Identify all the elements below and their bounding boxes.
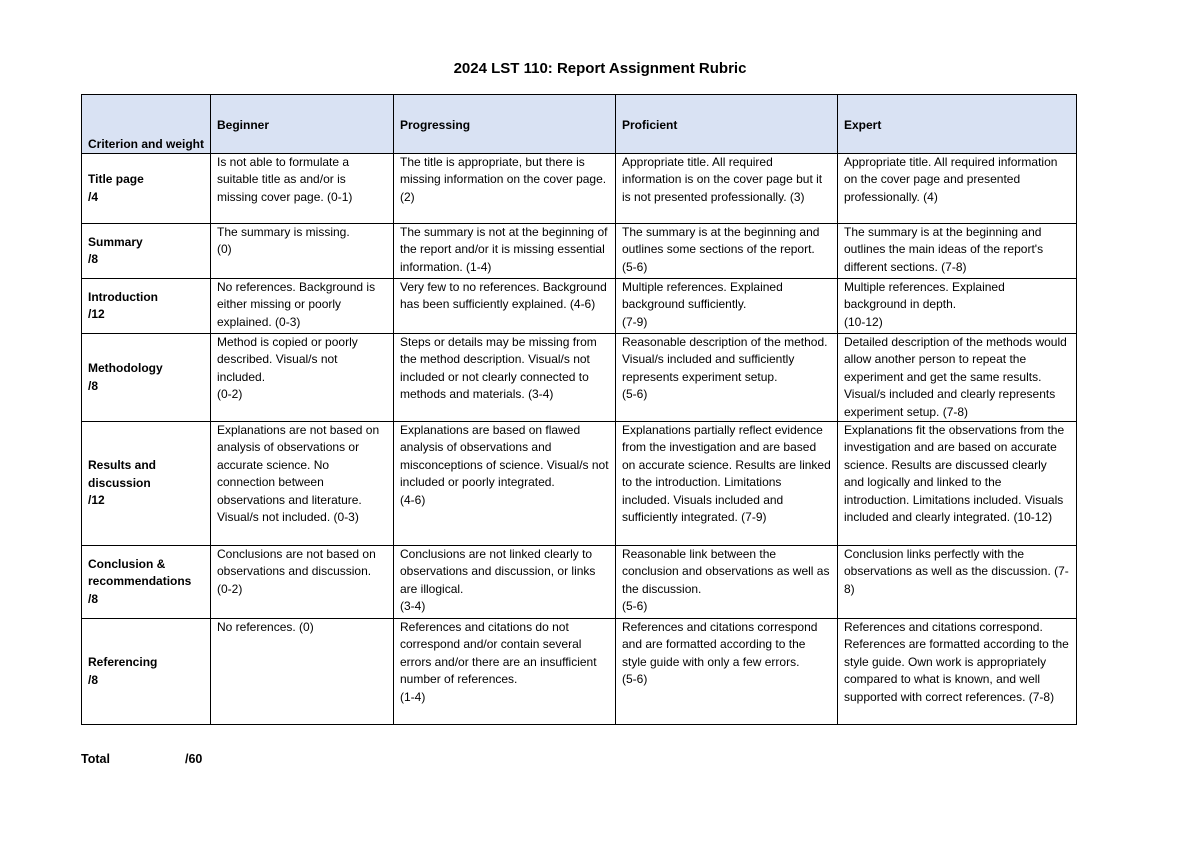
cell-text: Multiple references. Explained background sufficiently. (7-9): [622, 280, 783, 329]
proficient-cell: [616, 619, 838, 725]
header-row: [82, 95, 1077, 154]
cell-text: Conclusions are not linked clearly to observations and discussion, or links are illogical. (3-4): [400, 547, 596, 614]
criterion-name: Referencing: [88, 655, 158, 670]
criterion-weight: /12: [88, 307, 105, 321]
criterion-cell: [82, 546, 211, 619]
expert-cell: [838, 546, 1077, 619]
cell-text: References and citations correspond. References are formatted according to the style guide. Own work is appropriately compared to what is known, and well supported with correct references. (7-8): [844, 620, 1069, 704]
proficient-cell: [616, 224, 838, 279]
table-row: [82, 546, 1077, 619]
criterion-cell: [82, 154, 211, 224]
progressing-cell: [394, 619, 616, 725]
criterion-cell: [82, 334, 211, 422]
cell-text: Very few to no references. Background has been sufficiently explained. (4-6): [400, 280, 607, 312]
criterion-name: Summary: [88, 234, 143, 249]
cell-text: Explanations partially reflect evidence from the investigation and are based on accurate science. Results are linked to the introduction. Limitations included. Visuals included and sufficiently integrated. (7-9): [622, 423, 831, 525]
cell-text: Reasonable description of the method. Visual/s included and sufficiently represents experiment setup. (5-6): [622, 335, 828, 402]
criterion-cell: [82, 619, 211, 725]
cell-text: Detailed description of the methods would allow another person to repeat the experiment and get the same results. Visual/s included and clearly represents experiment setup. (7-8): [844, 335, 1067, 419]
beginner-cell: [211, 334, 394, 422]
criterion-weight: /8: [88, 378, 99, 393]
cell-text: No references. Background is either missing or poorly explained. (0-3): [217, 280, 376, 329]
proficient-cell: [616, 154, 838, 224]
cell-text: Conclusion links perfectly with the observations as well as the discussion. (7-8): [844, 547, 1069, 596]
rubric-table: [81, 94, 1077, 725]
progressing-cell: [394, 224, 616, 279]
cell-text: Conclusions are not based on observations and discussion. (0-2): [217, 547, 376, 596]
table-row: [82, 422, 1077, 546]
beginner-cell: [211, 279, 394, 334]
expert-cell: [838, 224, 1077, 279]
cell-text: Reasonable link between the conclusion and observations as well as the discussion. (5-6): [622, 547, 830, 614]
criterion-name: Results and discussion: [88, 458, 157, 490]
criterion-cell: [82, 279, 211, 334]
expert-cell: [838, 422, 1077, 546]
header-cell-beginner: Beginner: [211, 95, 394, 154]
cell-text: Explanations fit the observations from the investigation and are based on accurate science. Results are discussed clearly and logically and linked to the introduction. Limitations included. Visuals included and clearly integrated. (10-12): [844, 423, 1065, 525]
cell-text: References and citations correspond and are formatted according to the style guide with only a few errors. (5-6): [622, 620, 818, 687]
total-value: /60: [185, 752, 203, 766]
cell-text: Steps or details may be missing from the method description. Visual/s not included or not clearly connected to methods and materials. (3-4): [400, 335, 597, 402]
cell-text: The summary is at the beginning and outlines some sections of the report. (5-6): [622, 225, 820, 274]
beginner-cell: [211, 422, 394, 546]
expert-cell: [838, 619, 1077, 725]
progressing-cell: [394, 279, 616, 334]
criterion-weight: /8: [88, 672, 99, 687]
criterion-cell: [82, 224, 211, 279]
cell-text: Appropriate title. All required information is on the cover page but it is not presented professionally. (3): [622, 155, 823, 204]
criterion-name: Title page: [88, 172, 144, 187]
proficient-cell: [616, 334, 838, 422]
cell-text: Method is copied or poorly described. Visual/s not included. (0-2): [217, 335, 358, 402]
cell-text: The summary is at the beginning and outlines the main ideas of the report's different sections. (7-8): [844, 225, 1044, 274]
header-cell-proficient: Proficient: [616, 95, 838, 154]
cell-text: The summary is not at the beginning of the report and/or it is missing essential information. (1-4): [400, 225, 608, 274]
cell-text: Explanations are based on flawed analysis of observations and misconceptions of science. Visual/s not included or poorly integrated. (4-6): [400, 423, 609, 507]
criterion-name: Introduction: [88, 289, 158, 304]
progressing-cell: [394, 546, 616, 619]
proficient-cell: [616, 422, 838, 546]
beginner-cell: [211, 224, 394, 279]
cell-text: No references. (0): [217, 620, 314, 635]
table-row: [82, 279, 1077, 334]
total-label: Total: [81, 752, 110, 766]
expert-cell: [838, 279, 1077, 334]
criterion-name: Methodology: [88, 361, 163, 376]
criterion-cell: [82, 422, 211, 546]
beginner-cell: [211, 154, 394, 224]
beginner-cell: [211, 546, 394, 619]
cell-text: Appropriate title. All required information on the cover page and presented professionally. (4): [844, 155, 1058, 204]
beginner-cell: [211, 619, 394, 725]
cell-text: Explanations are not based on analysis of observations or accurate science. No connection between observations and literature. Visual/s not included. (0-3): [217, 423, 380, 525]
criterion-weight: /4: [88, 189, 99, 204]
proficient-cell: [616, 546, 838, 619]
cell-text: Is not able to formulate a suitable title as and/or is missing cover page. (0-1): [217, 155, 353, 204]
table-row: [82, 154, 1077, 224]
cell-text: The summary is missing. (0): [217, 225, 350, 257]
table-row: [82, 334, 1077, 422]
progressing-cell: [394, 334, 616, 422]
cell-text: Multiple references. Explained background in depth. (10-12): [844, 280, 1005, 329]
progressing-cell: [394, 154, 616, 224]
header-cell-expert: Expert: [838, 95, 1077, 154]
criterion-weight: /8: [88, 252, 99, 266]
expert-cell: [838, 334, 1077, 422]
expert-cell: [838, 154, 1077, 224]
cell-text: The title is appropriate, but there is missing information on the cover page. (2): [400, 155, 607, 204]
proficient-cell: [616, 279, 838, 334]
page-title: 2024 LST 110: Report Assignment Rubric: [453, 60, 747, 77]
header-cell-criterion: Criterion and weight: [82, 95, 211, 154]
progressing-cell: [394, 422, 616, 546]
header-cell-progressing: Progressing: [394, 95, 616, 154]
criterion-name: Conclusion & recommendations: [88, 556, 192, 589]
criterion-weight: /12: [88, 493, 105, 508]
table-row: [82, 619, 1077, 725]
table-row: [82, 224, 1077, 279]
criterion-weight: /8: [88, 591, 99, 606]
cell-text: References and citations do not correspond and/or contain several errors and/or there are an insufficient number of references. (1-4): [400, 620, 597, 704]
